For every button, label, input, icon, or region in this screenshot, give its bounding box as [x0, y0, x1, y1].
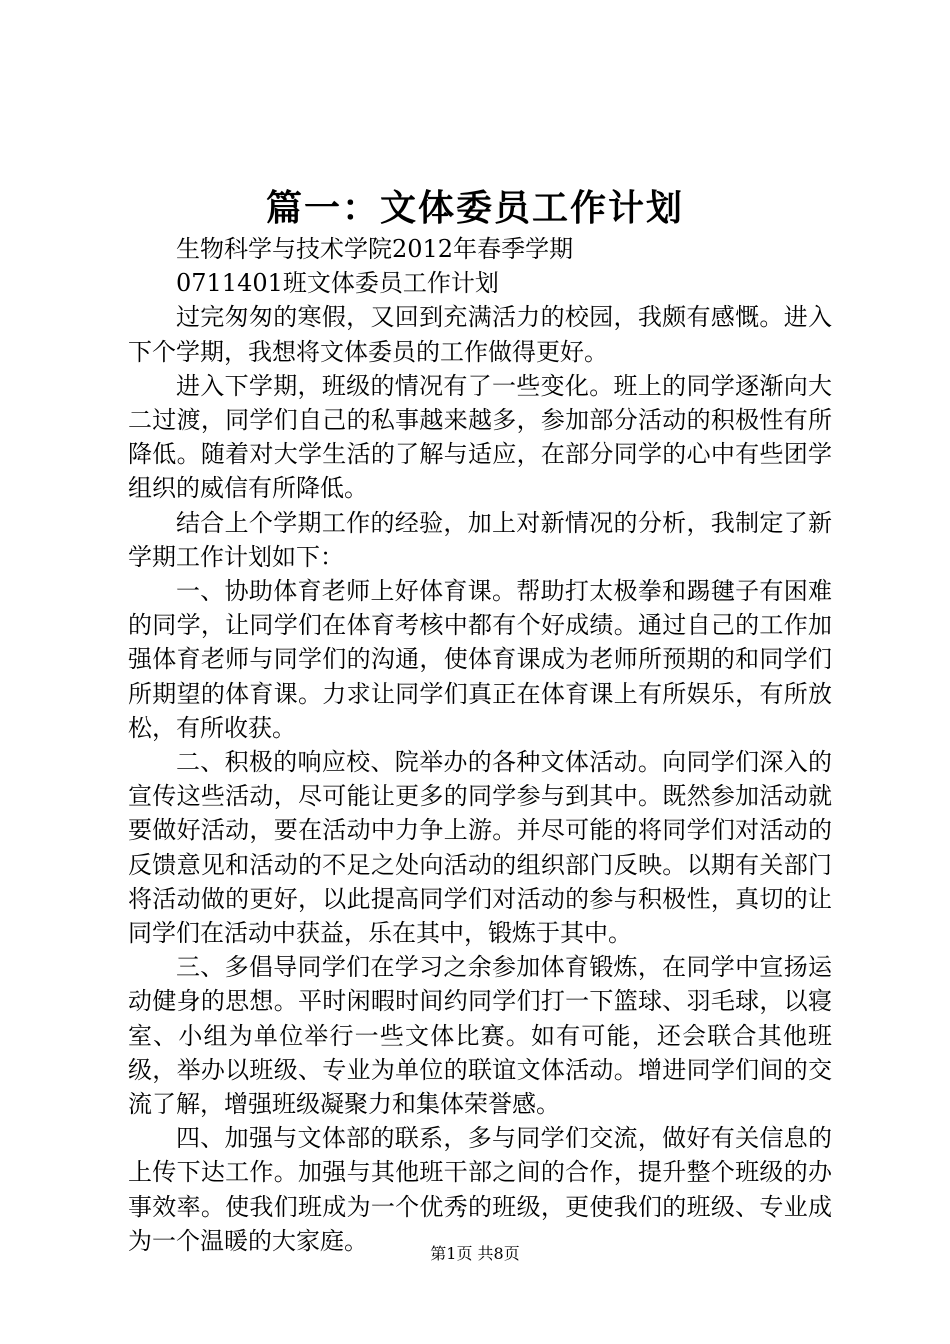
paragraph: 进入下学期，班级的情况有了一些变化。班上的同学逐渐向大二过渡，同学们自己的私事越来越多，参加部分活动的积极性有所降低。随着对大学生活的了解与适应，在部分同学的心中有些团学组织的威信有所降低。: [128, 371, 832, 503]
paragraph: 过完匆匆的寒假，又回到充满活力的校园，我颇有感慨。进入下个学期，我想将文体委员的工作做得更好。: [128, 303, 832, 366]
paragraph: 结合上个学期工作的经验，加上对新情况的分析，我制定了新学期工作计划如下：: [128, 508, 832, 571]
paragraph: 四、加强与文体部的联系，多与同学们交流，做好有关信息的上传下达工作。加强与其他班干部之间的合作，提升整个班级的办事效率。使我们班成为一个优秀的班级，更使我们的班级、专业成为一个温暖的大家庭。: [128, 1124, 832, 1255]
paragraph: 三、多倡导同学们在学习之余参加体育锻炼，在同学中宣扬运动健身的思想。平时闲暇时间约同学们打一下篮球、羽毛球，以寝室、小组为单位举行一些文体比赛。如有可能，还会联合其他班级，举办以班级、专业为单位的联谊文体活动。增进同学们间的交流了解，增强班级凝聚力和集体荣誉感。: [128, 953, 832, 1119]
paragraph: 0711401班文体委员工作计划: [176, 269, 499, 298]
document-body: [128, 232, 832, 1258]
paragraph: 一、协助体育老师上好体育课。帮助打太极拳和踢毽子有困难的同学，让同学们在体育考核中都有个好成绩。通过自己的工作加强体育老师与同学们的沟通，使体育课成为老师所预期的和同学们所期望的体育课。力求让同学们真正在体育课上有所娱乐，有所放松，有所收获。: [128, 577, 832, 742]
paragraph: 生物科学与技术学院2012年春季学期: [176, 235, 574, 263]
document-title: 篇一：文体委员工作计划: [265, 187, 684, 229]
paragraph: 二、积极的响应校、院举办的各种文体活动。向同学们深入的宣传这些活动，尽可能让更多的同学参与到其中。既然参加活动就要做好活动，要在活动中力争上游。并尽可能的将同学们对活动的反馈意见和活动的不足之处向活动的组织部门反映。以期有关部门将活动做的更好，以此提高同学们对活动的参与积极性，真切的让同学们在活动中获益，乐在其中，锻炼于其中。: [128, 748, 832, 948]
page-number-footer: 第1页 共8页: [430, 1244, 520, 1263]
